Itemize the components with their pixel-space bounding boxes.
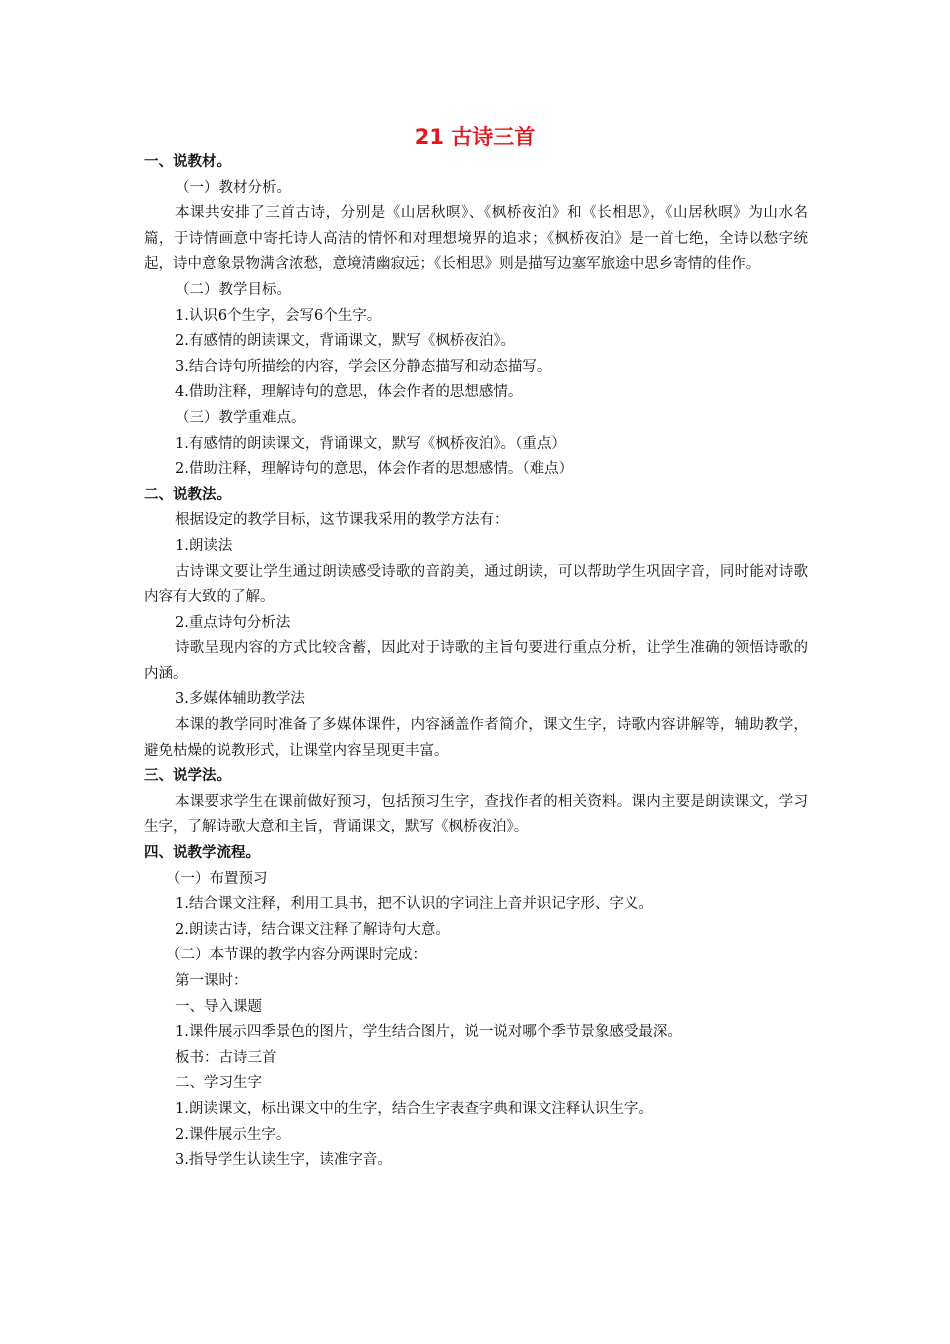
- paragraph: （一）布置预习: [166, 870, 268, 887]
- paragraph: 本课的教学同时准备了多媒体课件，内容涵盖作者简介，课文生字，诗歌内容讲解等，辅助教学，避免枯燥的说教形式，让课堂内容呈现更丰富。: [144, 717, 808, 759]
- paragraph: 一、导入课题: [175, 998, 262, 1015]
- paragraph: 2.借助注释，理解诗句的意思，体会作者的思想感情。（难点）: [175, 461, 574, 478]
- section-heading: 二、说教法。: [144, 486, 231, 503]
- paragraph: 1.课件展示四季景色的图片，学生结合图片，说一说对哪个季节景象感受最深。: [175, 1024, 682, 1041]
- paragraph: 古诗课文要让学生通过朗读感受诗歌的音韵美，通过朗读，可以帮助学生巩固字音，同时能对诗歌内容有大致的了解。: [144, 563, 808, 606]
- paragraph: （二）本节课的教学内容分两课时完成：: [166, 947, 427, 964]
- paragraph: 3.结合诗句所描绘的内容，学会区分静态描写和动态描写。: [175, 358, 552, 375]
- paragraph: 2.朗读古诗，结合课文注释了解诗句大意。: [175, 921, 450, 938]
- paragraph: （二）教学目标。: [175, 281, 291, 298]
- paragraph: （一）教材分析。: [175, 179, 291, 196]
- paragraph: 本课要求学生在课前做好预习，包括预习生字，查找作者的相关资料。课内主要是朗读课文，学习生字，了解诗歌大意和主旨，背诵课文，默写《枫桥夜泊》。: [144, 793, 808, 836]
- paragraph: 1.结合课文注释，利用工具书，把不认识的字词注上音并识记字形、字义。: [175, 896, 653, 913]
- paragraph: 1.朗读课文，标出课文中的生字，结合生字表查字典和课文注释认识生字。: [175, 1100, 653, 1117]
- paragraph: 3.指导学生认读生字，读准字音。: [175, 1152, 392, 1169]
- paragraph: 第一课时：: [175, 973, 248, 989]
- paragraph: 1.有感情的朗读课文，背诵课文，默写《枫桥夜泊》。（重点）: [175, 435, 566, 452]
- paragraph: 2.重点诗句分析法: [175, 614, 291, 631]
- paragraph: 1.朗读法: [175, 537, 233, 554]
- paragraph: 板书：古诗三首: [175, 1049, 277, 1066]
- paragraph: 本课共安排了三首古诗，分别是《山居秋暝》、《枫桥夜泊》和《长相思》，《山居秋暝》为山水名篇，于诗情画意中寄托诗人高洁的情怀和对理想境界的追求；《枫桥夜泊》是一首七绝，全诗以愁字统起，诗中意象景物满含浓愁，意境清幽寂远；《长相思》则是描写边塞军旅途中思乡寄情的佳作。: [144, 205, 808, 273]
- paragraph: 3.多媒体辅助教学法: [175, 691, 305, 708]
- paragraph: 4.借助注释，理解诗句的意思，体会作者的思想感情。: [175, 384, 523, 401]
- paragraph: 根据设定的教学目标，这节课我采用的教学方法有：: [175, 512, 509, 529]
- paragraph: 诗歌呈现内容的方式比较含蓄，因此对于诗歌的主旨句要进行重点分析，让学生准确的领悟诗歌的内涵。: [144, 640, 808, 682]
- document-body: [144, 150, 808, 1174]
- paragraph: 2.有感情的朗读课文，背诵课文，默写《枫桥夜泊》。: [175, 333, 516, 350]
- paragraph: （三）教学重难点。: [175, 409, 306, 426]
- section-heading: 三、说学法。: [144, 768, 231, 785]
- paragraph: 1.认识6个生字，会写6个生字。: [175, 307, 382, 324]
- document-title: 21 古诗三首: [414, 125, 536, 149]
- paragraph: 二、学习生字: [175, 1075, 262, 1092]
- section-heading: 四、说教学流程。: [144, 845, 260, 862]
- section-heading: 一、说教材。: [144, 154, 231, 170]
- paragraph: 2.课件展示生字。: [175, 1126, 291, 1143]
